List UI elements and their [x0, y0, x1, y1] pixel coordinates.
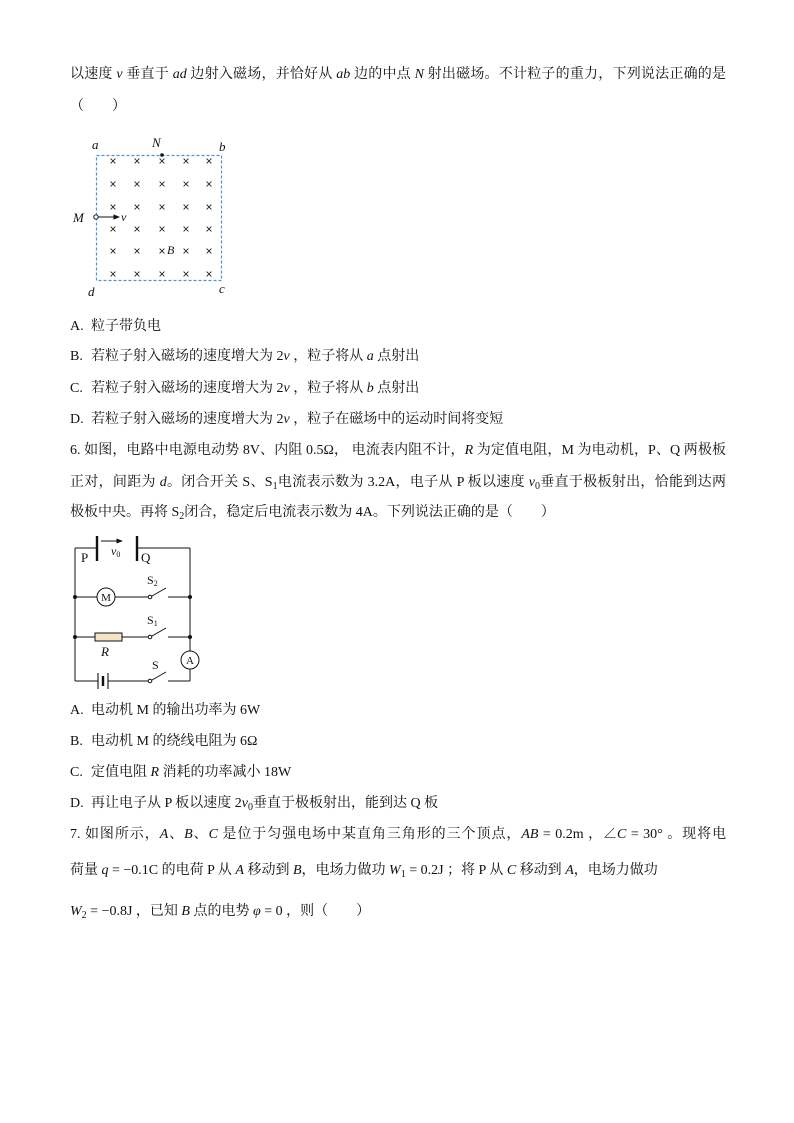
text-run: 垂直于极板射出，能到达 Q 板	[253, 796, 439, 811]
magnetic-field-diagram	[70, 130, 240, 302]
velocity-label-v: v	[111, 544, 117, 558]
corner-label-b: b	[219, 139, 226, 154]
text-run: 闭合，稳定后电流表示数为 4A。下列说法正确的是（ ）	[184, 505, 555, 520]
text-run: ，已知	[132, 904, 182, 919]
option-label: B.	[70, 734, 83, 749]
field-cross-mark	[135, 182, 140, 187]
text-run: 以速度	[70, 67, 117, 82]
text-run: 电流表示数为 3.2A，电子从 P 板以速度	[277, 475, 529, 490]
junction-dot	[73, 635, 77, 639]
option-label: A.	[70, 703, 84, 718]
field-cross-mark	[160, 182, 165, 187]
text-run: 点的电势	[189, 904, 253, 919]
text-run: 若粒子射入磁场的速度增大为	[91, 349, 277, 364]
q5-answer-blank	[70, 98, 126, 116]
text-run: 荷量	[70, 863, 102, 878]
math-variable: R	[464, 443, 474, 458]
text-run: 6. 如图，电路中电源电动势 8V、内阻 0.5Ω， 电流表内阻不计，	[70, 443, 465, 458]
math-variable: v	[283, 381, 290, 396]
text-run: 定值电阻	[91, 765, 151, 780]
field-cross-mark	[135, 205, 140, 210]
text-run: ，粒子在磁场中的运动时间将变短	[289, 412, 504, 427]
field-cross-mark	[135, 272, 140, 277]
field-cross-mark	[207, 249, 212, 254]
field-cross-mark	[160, 159, 165, 164]
math-expression: = −0.8J	[86, 904, 133, 919]
math-expression: = 30°	[626, 827, 663, 842]
text-run: 边的中点	[350, 67, 415, 82]
q6-stem-line-3	[70, 504, 555, 522]
text-run: 极板中央。再将 S	[70, 505, 180, 520]
ammeter-label: A	[186, 655, 194, 667]
motor-label: M	[101, 592, 111, 604]
field-cross-mark	[184, 159, 189, 164]
field-cross-mark	[160, 227, 165, 232]
math-expression: = 0.2m	[538, 827, 584, 842]
math-expression: = 0	[260, 904, 283, 919]
field-cross-mark	[135, 249, 140, 254]
text-run: 、	[168, 827, 185, 842]
subscript: 2	[81, 910, 87, 921]
text-run: ，	[583, 827, 604, 842]
text-run: ，则（ ）	[282, 904, 371, 919]
field-cross-mark	[207, 205, 212, 210]
text-run: 边射入磁场，并恰好从	[186, 67, 337, 82]
math-variable: φ	[252, 904, 261, 919]
switch-s2-contact	[148, 595, 152, 599]
subscript: 0	[534, 481, 540, 492]
math-variable: A	[565, 863, 574, 878]
math-variable: B	[181, 904, 190, 919]
switch-label-s2-sub: 2	[153, 579, 158, 588]
text-run: 再让电子从 P 板以速度 2	[91, 796, 242, 811]
field-cross-mark	[184, 182, 189, 187]
text-run: 若粒子射入磁场的速度增大为	[91, 381, 277, 396]
math-variable: B	[292, 863, 302, 878]
field-cross-mark	[111, 272, 116, 277]
text-run: 为定值电阻，M 为电动机，P、Q 两极板	[473, 443, 726, 458]
velocity-label-sub: 0	[116, 550, 121, 559]
text-run: ，粒子将从	[289, 381, 367, 396]
subscript: 1	[272, 481, 278, 492]
q5-option-b	[70, 348, 419, 366]
option-label: C.	[70, 765, 83, 780]
field-cross-mark	[111, 249, 116, 254]
math-expression: 2	[276, 412, 284, 427]
resistor-r	[95, 633, 122, 641]
q6-option-b	[70, 733, 257, 751]
corner-label-a: a	[92, 137, 99, 152]
subscript: 1	[400, 869, 406, 880]
field-cross-mark	[184, 205, 189, 210]
text-run: 粒子带负电	[91, 319, 161, 334]
field-cross-mark	[111, 227, 116, 232]
text-run: 消耗的功率减小 18W	[159, 765, 292, 780]
switch-s-blade	[152, 672, 166, 680]
text-run: 。现将电	[662, 827, 727, 842]
math-variable: q	[101, 863, 109, 878]
math-variable: C	[506, 863, 517, 878]
q6-stem-line-1	[70, 442, 726, 460]
text-run: 若粒子射入磁场的速度增大为	[91, 412, 277, 427]
switch-label-s2	[147, 573, 158, 588]
switch-s2-blade	[152, 588, 166, 596]
switch-label-s1-main: S	[147, 613, 154, 627]
option-label: A.	[70, 319, 84, 334]
plate-label-p: P	[81, 550, 89, 565]
math-variable: ab	[336, 67, 351, 82]
q5-option-c	[70, 380, 419, 398]
text-run: ，电场力做功	[573, 863, 658, 878]
text-run: 点射出	[373, 381, 420, 396]
math-expression: = 0.2J	[405, 863, 444, 878]
text-run: 电动机 M 的输出功率为 6W	[91, 703, 261, 718]
corner-label-d: d	[88, 284, 95, 299]
field-cross-mark	[184, 249, 189, 254]
option-label: D.	[70, 796, 84, 811]
velocity-arrow-head	[114, 214, 121, 219]
field-cross-mark	[111, 205, 116, 210]
math-variable: W	[70, 904, 82, 919]
q6-option-d	[70, 795, 438, 813]
math-variable: d	[159, 475, 167, 490]
text-run: 7. 如图所示，	[70, 827, 160, 842]
field-cross-mark	[111, 159, 116, 164]
switch-label-s1	[147, 613, 158, 628]
text-run: 移动到	[243, 863, 293, 878]
text-run: ；将 P 从	[443, 863, 507, 878]
q6-stem-line-2	[70, 474, 726, 492]
text-run: 移动到	[516, 863, 566, 878]
field-cross-mark	[207, 227, 212, 232]
math-expression: 2	[276, 381, 284, 396]
field-cross-mark	[207, 272, 212, 277]
velocity-label-v0	[111, 544, 120, 559]
resistor-label-r: R	[101, 644, 109, 659]
math-variable: ad	[172, 67, 187, 82]
math-variable: A	[159, 827, 169, 842]
point-label-n: N	[152, 135, 161, 150]
math-expression: ∠	[603, 827, 618, 842]
math-variable: a	[366, 349, 374, 364]
plate-label-q: Q	[141, 550, 151, 565]
text-run: 的电荷 P 从	[158, 863, 236, 878]
q5-option-a	[70, 318, 161, 336]
option-label: B.	[70, 349, 83, 364]
math-expression: = −0.1C	[108, 863, 159, 878]
field-label-b: B	[167, 243, 175, 257]
text-run: 垂直于	[122, 67, 173, 82]
point-n-dot	[160, 153, 164, 157]
math-variable: B	[184, 827, 193, 842]
q6-option-a	[70, 702, 260, 720]
field-cross-mark	[207, 182, 212, 187]
subscript: 2	[179, 511, 185, 522]
field-cross-mark	[135, 227, 140, 232]
text-run: 射出磁场。不计粒子的重力，下列说法正确的是	[423, 67, 727, 82]
math-variable: v	[528, 475, 535, 490]
circuit-diagram	[70, 532, 200, 697]
text-run: ，电场力做功	[301, 863, 390, 878]
electron-velocity-arrow-head	[117, 539, 124, 544]
math-variable: v	[283, 349, 290, 364]
math-expression: 2	[276, 349, 284, 364]
point-label-m: M	[73, 210, 84, 225]
math-variable: AB	[521, 827, 539, 842]
text-run: （ ）	[70, 99, 126, 114]
field-cross-mark	[207, 159, 212, 164]
switch-s-contact	[148, 679, 152, 683]
field-cross-mark	[160, 249, 165, 254]
q5-option-d	[70, 411, 503, 429]
entry-point-m-dot	[94, 215, 98, 219]
math-variable: N	[414, 67, 424, 82]
q7-stem-line-2	[70, 862, 658, 880]
field-cross-mark	[160, 205, 165, 210]
text-run: 。闭合开关 S、S	[166, 475, 273, 490]
switch-label-s1-sub: 1	[153, 619, 158, 628]
text-run: ，粒子将从	[289, 349, 367, 364]
math-variable: v	[241, 796, 248, 811]
switch-label-s2-main: S	[147, 573, 154, 587]
q5-stem-line-1	[70, 66, 726, 84]
q7-stem-line-3	[70, 903, 370, 921]
math-variable: A	[235, 863, 244, 878]
math-variable: W	[389, 863, 401, 878]
text-run: 是位于匀强电场中某直角三角形的三个顶点，	[217, 827, 522, 842]
junction-dot	[188, 595, 192, 599]
text-run: 电动机 M 的绕线电阻为 6Ω	[91, 734, 258, 749]
math-variable: b	[366, 381, 374, 396]
field-cross-mark	[135, 159, 140, 164]
option-label: D.	[70, 412, 84, 427]
subscript: 0	[248, 802, 253, 813]
text-run: 正对，间距为	[70, 475, 160, 490]
field-cross-mark	[184, 272, 189, 277]
junction-dot	[73, 595, 77, 599]
math-variable: v	[116, 67, 123, 82]
field-cross-mark	[111, 182, 116, 187]
text-run: 、	[192, 827, 209, 842]
math-variable: R	[150, 765, 160, 780]
field-cross-mark	[184, 227, 189, 232]
text-run: 垂直于极板射出，恰能到达两	[539, 475, 726, 490]
switch-s1-blade	[152, 628, 166, 636]
corner-label-c: c	[219, 281, 225, 296]
option-label: C.	[70, 381, 83, 396]
field-cross-mark	[160, 272, 165, 277]
switch-label-s: S	[152, 658, 159, 672]
junction-dot	[188, 635, 192, 639]
velocity-label-v: v	[121, 210, 127, 224]
q6-option-c	[70, 764, 291, 782]
math-variable: C	[617, 827, 627, 842]
q7-stem-line-1	[70, 826, 726, 844]
switch-s1-contact	[148, 635, 152, 639]
math-variable: v	[283, 412, 290, 427]
text-run: 点射出	[373, 349, 420, 364]
math-variable: C	[208, 827, 218, 842]
